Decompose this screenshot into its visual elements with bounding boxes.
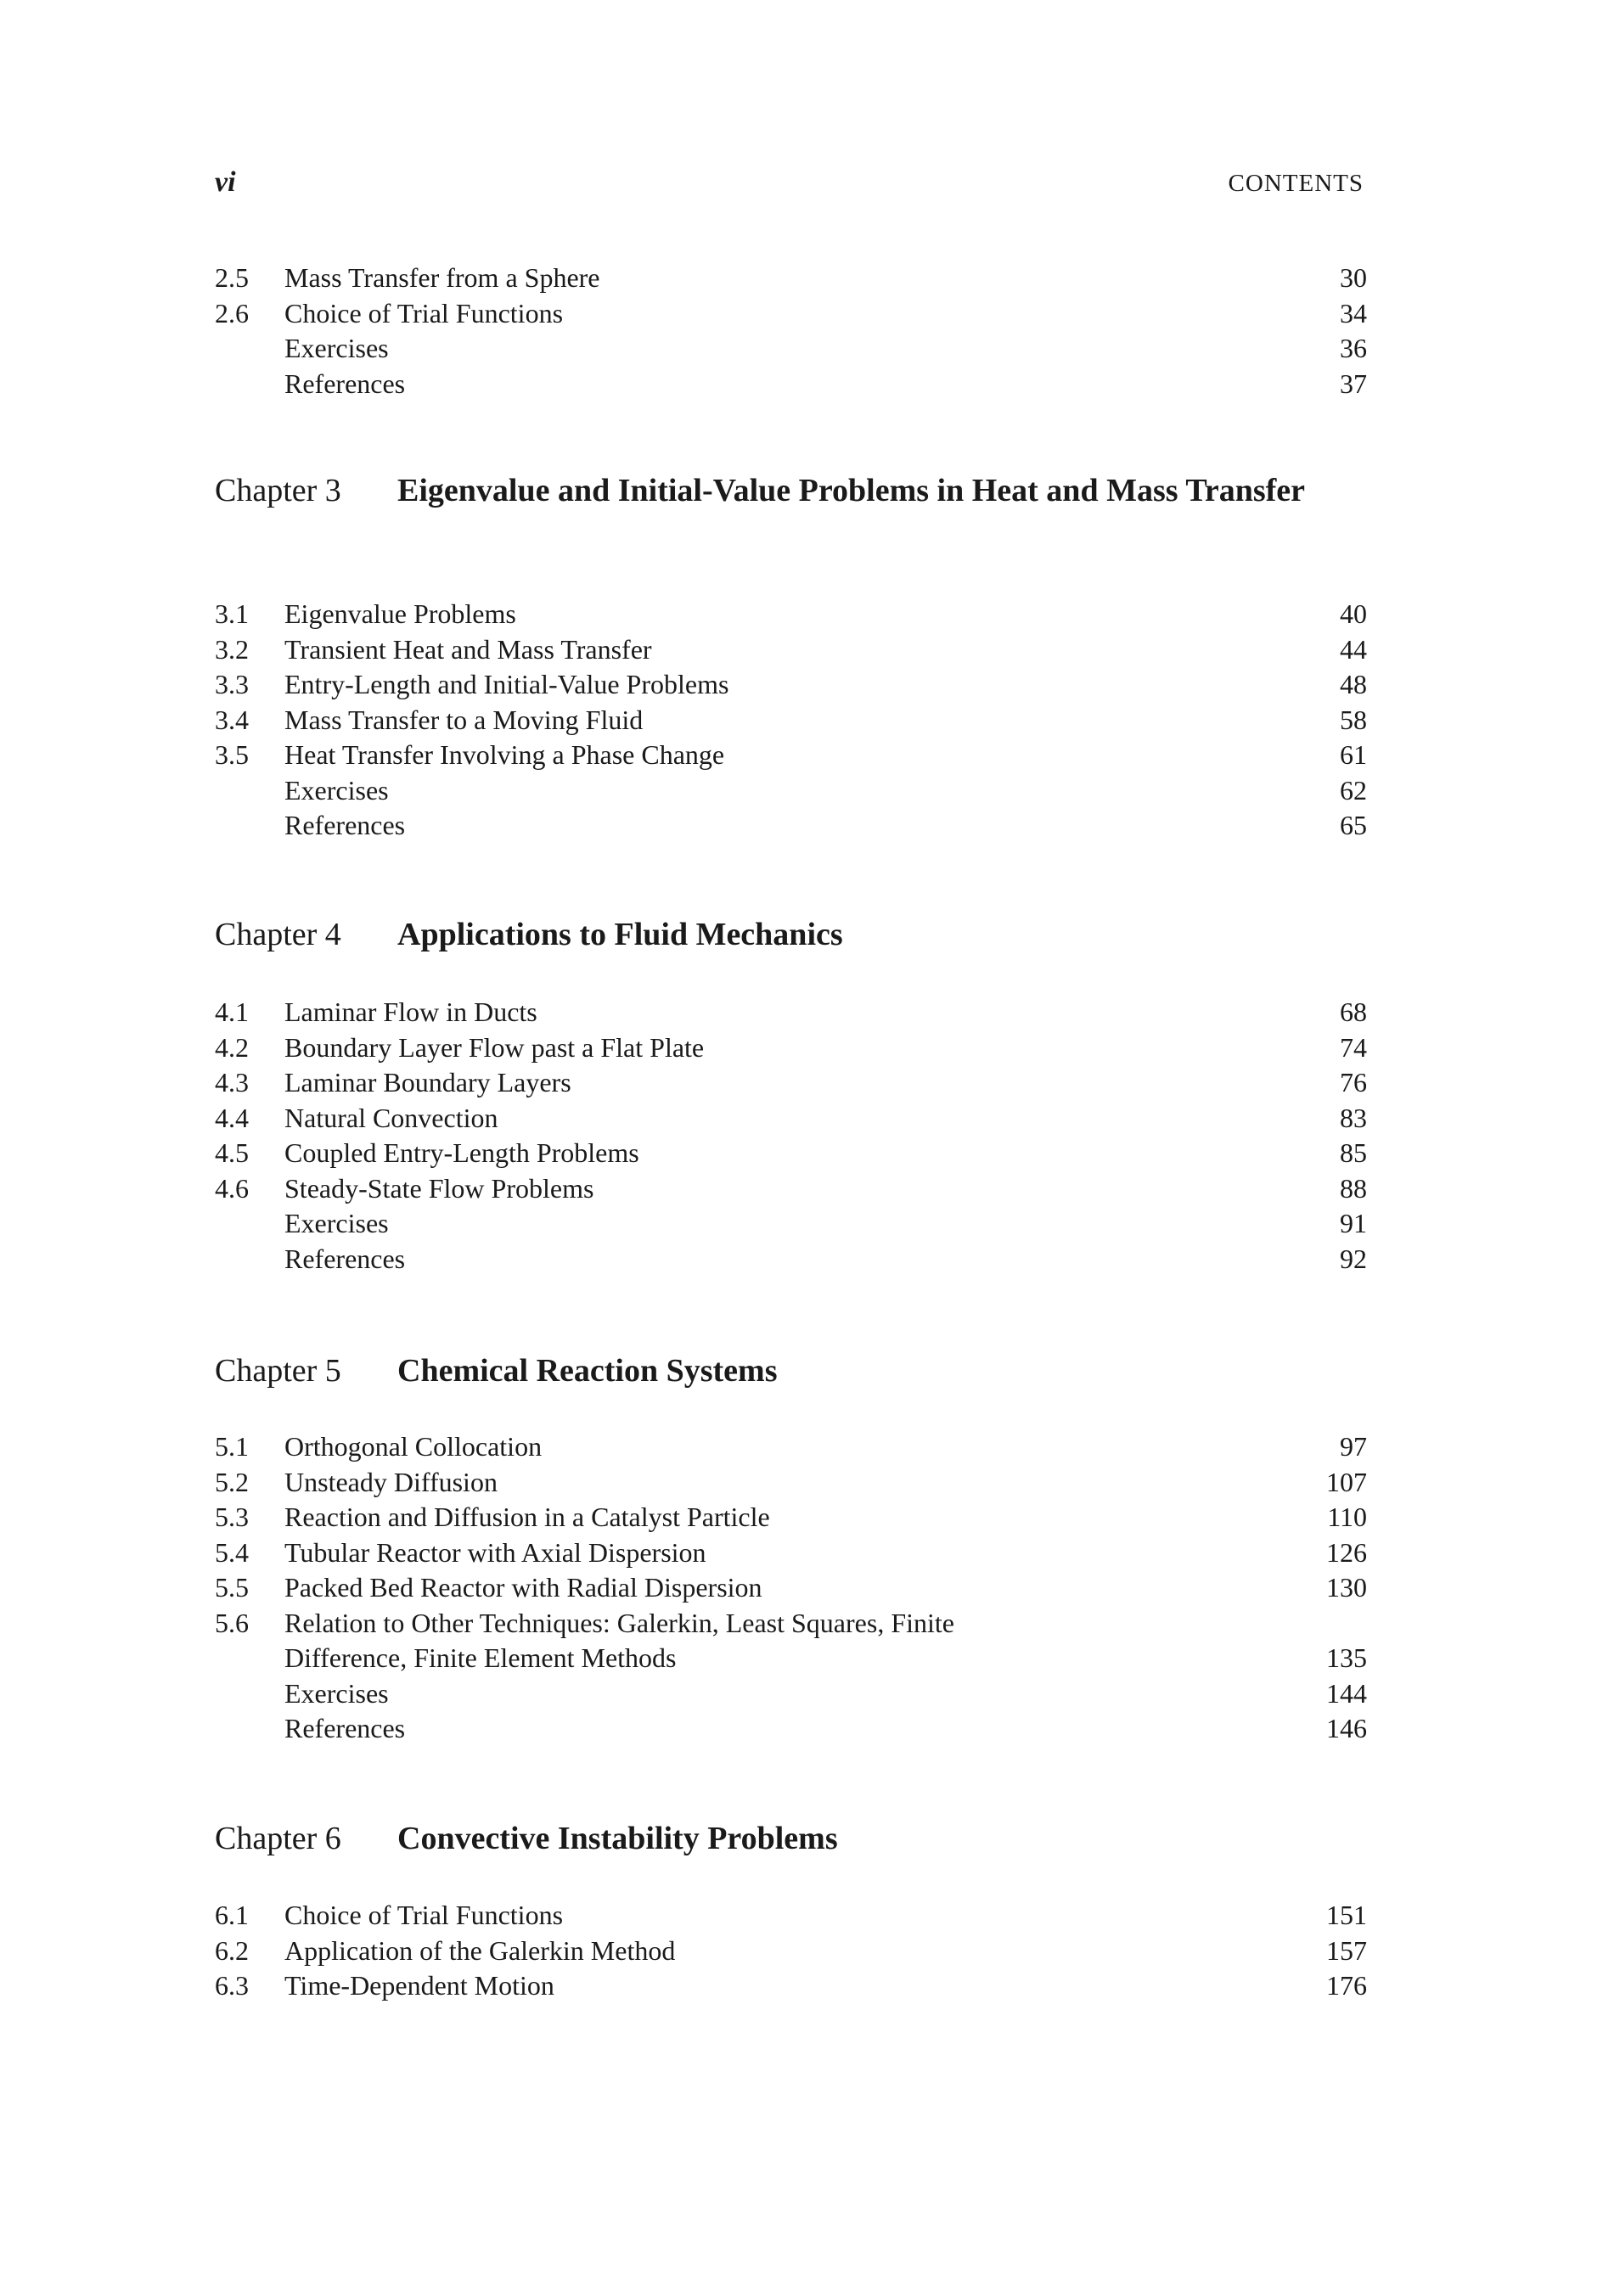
toc-entry: 3.1 Eigenvalue Problems 40 <box>215 598 1367 629</box>
toc-entry: References 37 <box>284 368 1367 399</box>
running-head: CONTENTS <box>1228 170 1364 197</box>
toc-entry: 6.3 Time-Dependent Motion 176 <box>215 1970 1367 2001</box>
toc-entry: Exercises 91 <box>284 1208 1367 1238</box>
toc-entry: Exercises 62 <box>284 774 1367 806</box>
toc-entry: 4.4 Natural Convection 83 <box>215 1102 1367 1133</box>
chapter-heading-6 <box>215 1816 1367 1864</box>
chapter-title: Convective Instability Problems <box>397 1821 838 1856</box>
toc-entry: 4.2 Boundary Layer Flow past a Flat Plate 74 <box>215 1031 1367 1063</box>
chapter-title: Applications to Fluid Mechanics <box>397 917 843 952</box>
toc-entry: 3.4 Mass Transfer to a Moving Fluid 58 <box>215 704 1367 735</box>
toc-entry: 3.2 Transient Heat and Mass Transfer 44 <box>215 633 1367 665</box>
toc-entries-chapter-6 <box>215 1898 1367 2004</box>
toc-entry: 5.3 Reaction and Diffusion in a Catalyst Particle 110 <box>215 1502 1367 1532</box>
chapter-title: Eigenvalue and Initial-Value Problems in Heat and Mass Transfer <box>397 473 1306 508</box>
chapter-label: Chapter 3 <box>215 473 341 508</box>
chapter-label: Chapter 6 <box>215 1821 341 1856</box>
toc-entry: 3.3 Entry-Length and Initial-Value Problems 48 <box>215 669 1367 699</box>
chapter-heading-3 <box>215 469 1367 562</box>
toc-entry: 2.6 Choice of Trial Functions 34 <box>215 297 1367 328</box>
chapter-label: Chapter 4 <box>215 917 341 952</box>
toc-entry: 4.3 Laminar Boundary Layers 76 <box>215 1067 1367 1097</box>
toc-entry: 5.2 Unsteady Diffusion 107 <box>215 1466 1367 1497</box>
chapter-heading-5 <box>215 1349 1367 1396</box>
toc-entry: Exercises 36 <box>284 333 1367 363</box>
toc-entry: Exercises 144 <box>284 1677 1367 1709</box>
toc-entries-chapter-4 <box>215 995 1367 1277</box>
toc-entry: 6.1 Choice of Trial Functions 151 <box>215 1900 1367 1930</box>
toc-entry: 5.5 Packed Bed Reactor with Radial Dispersion 130 <box>215 1572 1367 1603</box>
toc-entry: 4.5 Coupled Entry-Length Problems 85 <box>215 1137 1367 1168</box>
toc-entries-chapter-2 <box>215 261 1367 401</box>
chapter-label: Chapter 5 <box>215 1353 341 1389</box>
toc-entry: References 92 <box>284 1243 1367 1274</box>
toc-entries-chapter-3 <box>215 597 1367 844</box>
chapter-title: Chemical Reaction Systems <box>397 1353 778 1389</box>
page-header <box>215 166 1364 200</box>
toc-entry: References 146 <box>284 1713 1367 1743</box>
chapter-heading-4 <box>215 912 1367 960</box>
toc-entry: 5.6 Relation to Other Techniques: Galerkin, Least Squares, Finite <box>215 1607 954 1638</box>
toc-entry: 2.5 Mass Transfer from a Sphere 30 <box>215 262 1367 293</box>
page-number: vi <box>215 166 236 198</box>
toc-entry: 4.1 Laminar Flow in Ducts 68 <box>215 996 1367 1027</box>
toc-entry: References 65 <box>284 810 1367 840</box>
toc-entry: 3.5 Heat Transfer Involving a Phase Change 61 <box>215 739 1367 770</box>
toc-entry: 5.1 Orthogonal Collocation 97 <box>215 1431 1367 1462</box>
toc-entry: Difference, Finite Element Methods 135 <box>284 1642 1367 1673</box>
toc-entries-chapter-5 <box>215 1429 1367 1747</box>
toc-entry: 4.6 Steady-State Flow Problems 88 <box>215 1172 1367 1204</box>
toc-entry: 5.4 Tubular Reactor with Axial Dispersion 126 <box>215 1536 1367 1568</box>
toc-entry: 6.2 Application of the Galerkin Method 157 <box>215 1934 1367 1966</box>
